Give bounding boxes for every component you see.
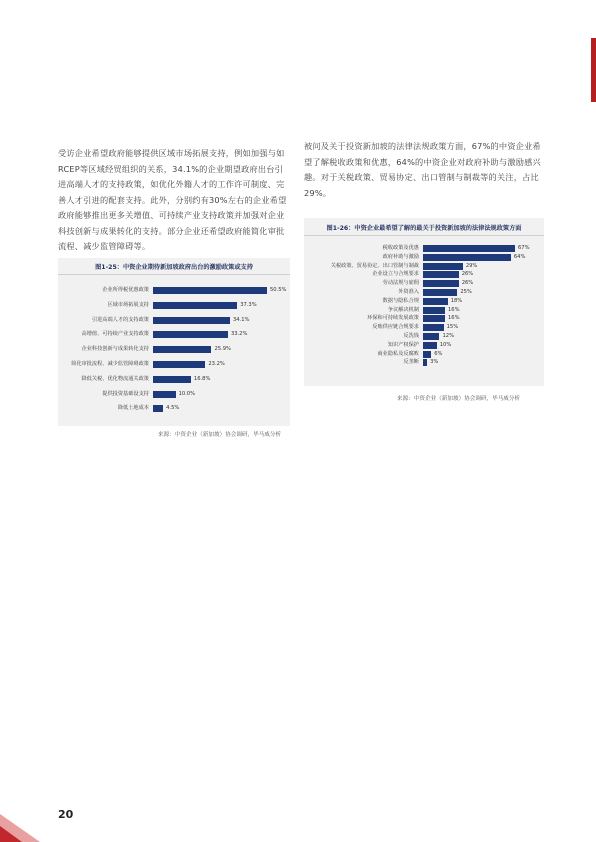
bar-category-label: 降低土地成本 xyxy=(117,405,149,412)
bar-category-label: 数据与隐私合规 xyxy=(382,297,419,304)
bar-category-label: 关税政策、贸易协定、出口管制与制裁 xyxy=(330,262,419,269)
page-number: 20 xyxy=(58,808,74,821)
bar-value-label: 34.1% xyxy=(232,316,250,323)
bar-value-label: 16% xyxy=(447,306,460,313)
bar xyxy=(423,333,439,340)
bar-category-label: 劳动法规与雇佣 xyxy=(382,280,419,287)
chart-incentive-policies xyxy=(58,258,290,426)
right-paragraph: 被问及关于投资新加坡的法律法规政策方面，67%的中资企业希望了解税收政策和优惠，64%的中资企业对政府补助与激励感兴趣。对于关税政策、贸易协定、出口管制与制裁等的关注，占比29%。 xyxy=(304,141,541,198)
chart-source: 来源：中资企业（新加坡）协会调研，毕马威分析 xyxy=(158,432,282,438)
bar xyxy=(153,317,230,324)
bar-category-label: 高增值、可持续产业支持政策 xyxy=(81,331,149,338)
bar-value-label: 3% xyxy=(430,359,439,366)
bar-category-label: 区域市场拓展支持 xyxy=(107,301,149,308)
chart-title: 图1-26：中资企业最希望了解的最关于投资新加坡的法律法规政策方面 xyxy=(326,225,522,232)
chart-legal-policy-interest xyxy=(304,218,544,386)
bar-value-label: 4.5% xyxy=(166,405,180,412)
bar-value-label: 25% xyxy=(460,289,472,295)
bar-category-label: 引进高端人才的支持政策 xyxy=(91,316,149,323)
bar xyxy=(153,391,176,398)
bar-category-label: 反洗钱 xyxy=(403,333,419,339)
bar-value-label: 50.5% xyxy=(270,287,287,293)
left-paragraph: 受访企业希望政府能够提供区域市场拓展支持，例如加强与如RCEP等区域经贸组织的关系，34.1%的企业期望政府出台引进高端人才的支持政策，如优化外籍人才的工作许可制度、完善人才引进的配套支持。此外，分别约有30%左右的企业希望政府能够推出更多关增值、可持续产业支持政策并加强对企业科技创新与成果转化的支持。部分企业还希望政府能简化审批流程、减少监管障碍等。 xyxy=(58,148,287,251)
bar xyxy=(153,405,163,412)
bar-value-label: 37.3% xyxy=(240,301,257,308)
chart-source: 来源：中资企业（新加坡）协会调研，毕马威分析 xyxy=(397,396,521,402)
bar-category-label: 争议解决机制 xyxy=(387,306,419,313)
bar-value-label: 33.2% xyxy=(230,331,248,338)
bar-category-label: 提供投资基础设支持 xyxy=(102,390,149,397)
bar xyxy=(423,280,459,287)
bar xyxy=(153,346,211,353)
bar-category-label: 企业所得税优惠政策 xyxy=(102,287,149,293)
bar-value-label: 10% xyxy=(439,341,452,348)
bar-value-label: 10.0% xyxy=(178,390,196,397)
bar-value-label: 64% xyxy=(513,253,526,260)
bar xyxy=(423,315,445,322)
bar xyxy=(423,263,463,270)
bar xyxy=(423,359,427,366)
bar xyxy=(423,298,448,305)
bar-value-label: 16.8% xyxy=(193,375,211,382)
bar xyxy=(423,307,445,314)
bar xyxy=(423,271,459,278)
bar-value-label: 12% xyxy=(442,333,454,339)
chart-title: 图1-25：中资企业期待新加坡政府出台的激励政策或支持 xyxy=(95,264,253,271)
bar-value-label: 15% xyxy=(446,324,459,331)
bar-category-label: 外资准入 xyxy=(398,289,419,295)
bar xyxy=(423,254,511,261)
bar xyxy=(153,302,237,309)
bar-category-label: 简化审批流程、减少监管障碍政策 xyxy=(71,361,149,367)
bar-category-label: 政府补助与激励 xyxy=(382,253,419,260)
bar-value-label: 23.2% xyxy=(208,361,225,367)
bar-value-label: 6% xyxy=(434,350,443,357)
bar xyxy=(423,289,457,296)
bar-category-label: 知识产权保护 xyxy=(387,341,419,348)
bar-category-label: 反垄断 xyxy=(403,359,419,366)
bar xyxy=(153,331,228,338)
bar xyxy=(423,245,515,252)
bar-value-label: 18% xyxy=(450,297,463,304)
bar-value-label: 16% xyxy=(447,315,460,322)
corner-decoration xyxy=(0,800,50,842)
bar-category-label: 企业科技创新与成果转化支持 xyxy=(81,346,149,353)
bar-value-label: 26% xyxy=(461,280,474,287)
bar xyxy=(423,342,437,349)
bar-category-label: 商业隐私及反腐败 xyxy=(377,350,419,357)
bar xyxy=(153,361,205,368)
bar xyxy=(153,376,191,383)
bar xyxy=(153,287,267,294)
bar-category-label: 反贿供应链合规要求 xyxy=(372,324,419,331)
bar xyxy=(423,351,431,358)
page-edge-accent xyxy=(591,38,596,102)
bar-category-label: 企业设立与合规要求 xyxy=(372,271,419,278)
chart-title-divider xyxy=(304,235,544,236)
bar-value-label: 25.9% xyxy=(214,346,231,353)
bar-value-label: 29% xyxy=(465,262,478,269)
bar-value-label: 67% xyxy=(518,245,530,251)
bar-category-label: 税收政策及优惠 xyxy=(382,245,419,251)
chart-title-divider xyxy=(58,274,290,275)
bar xyxy=(423,324,444,331)
bar-category-label: 降低关税、优化物流通关政策 xyxy=(81,375,149,382)
bar-value-label: 26% xyxy=(461,271,474,278)
bar-category-label: 环保和可持续发展政策 xyxy=(367,315,419,322)
